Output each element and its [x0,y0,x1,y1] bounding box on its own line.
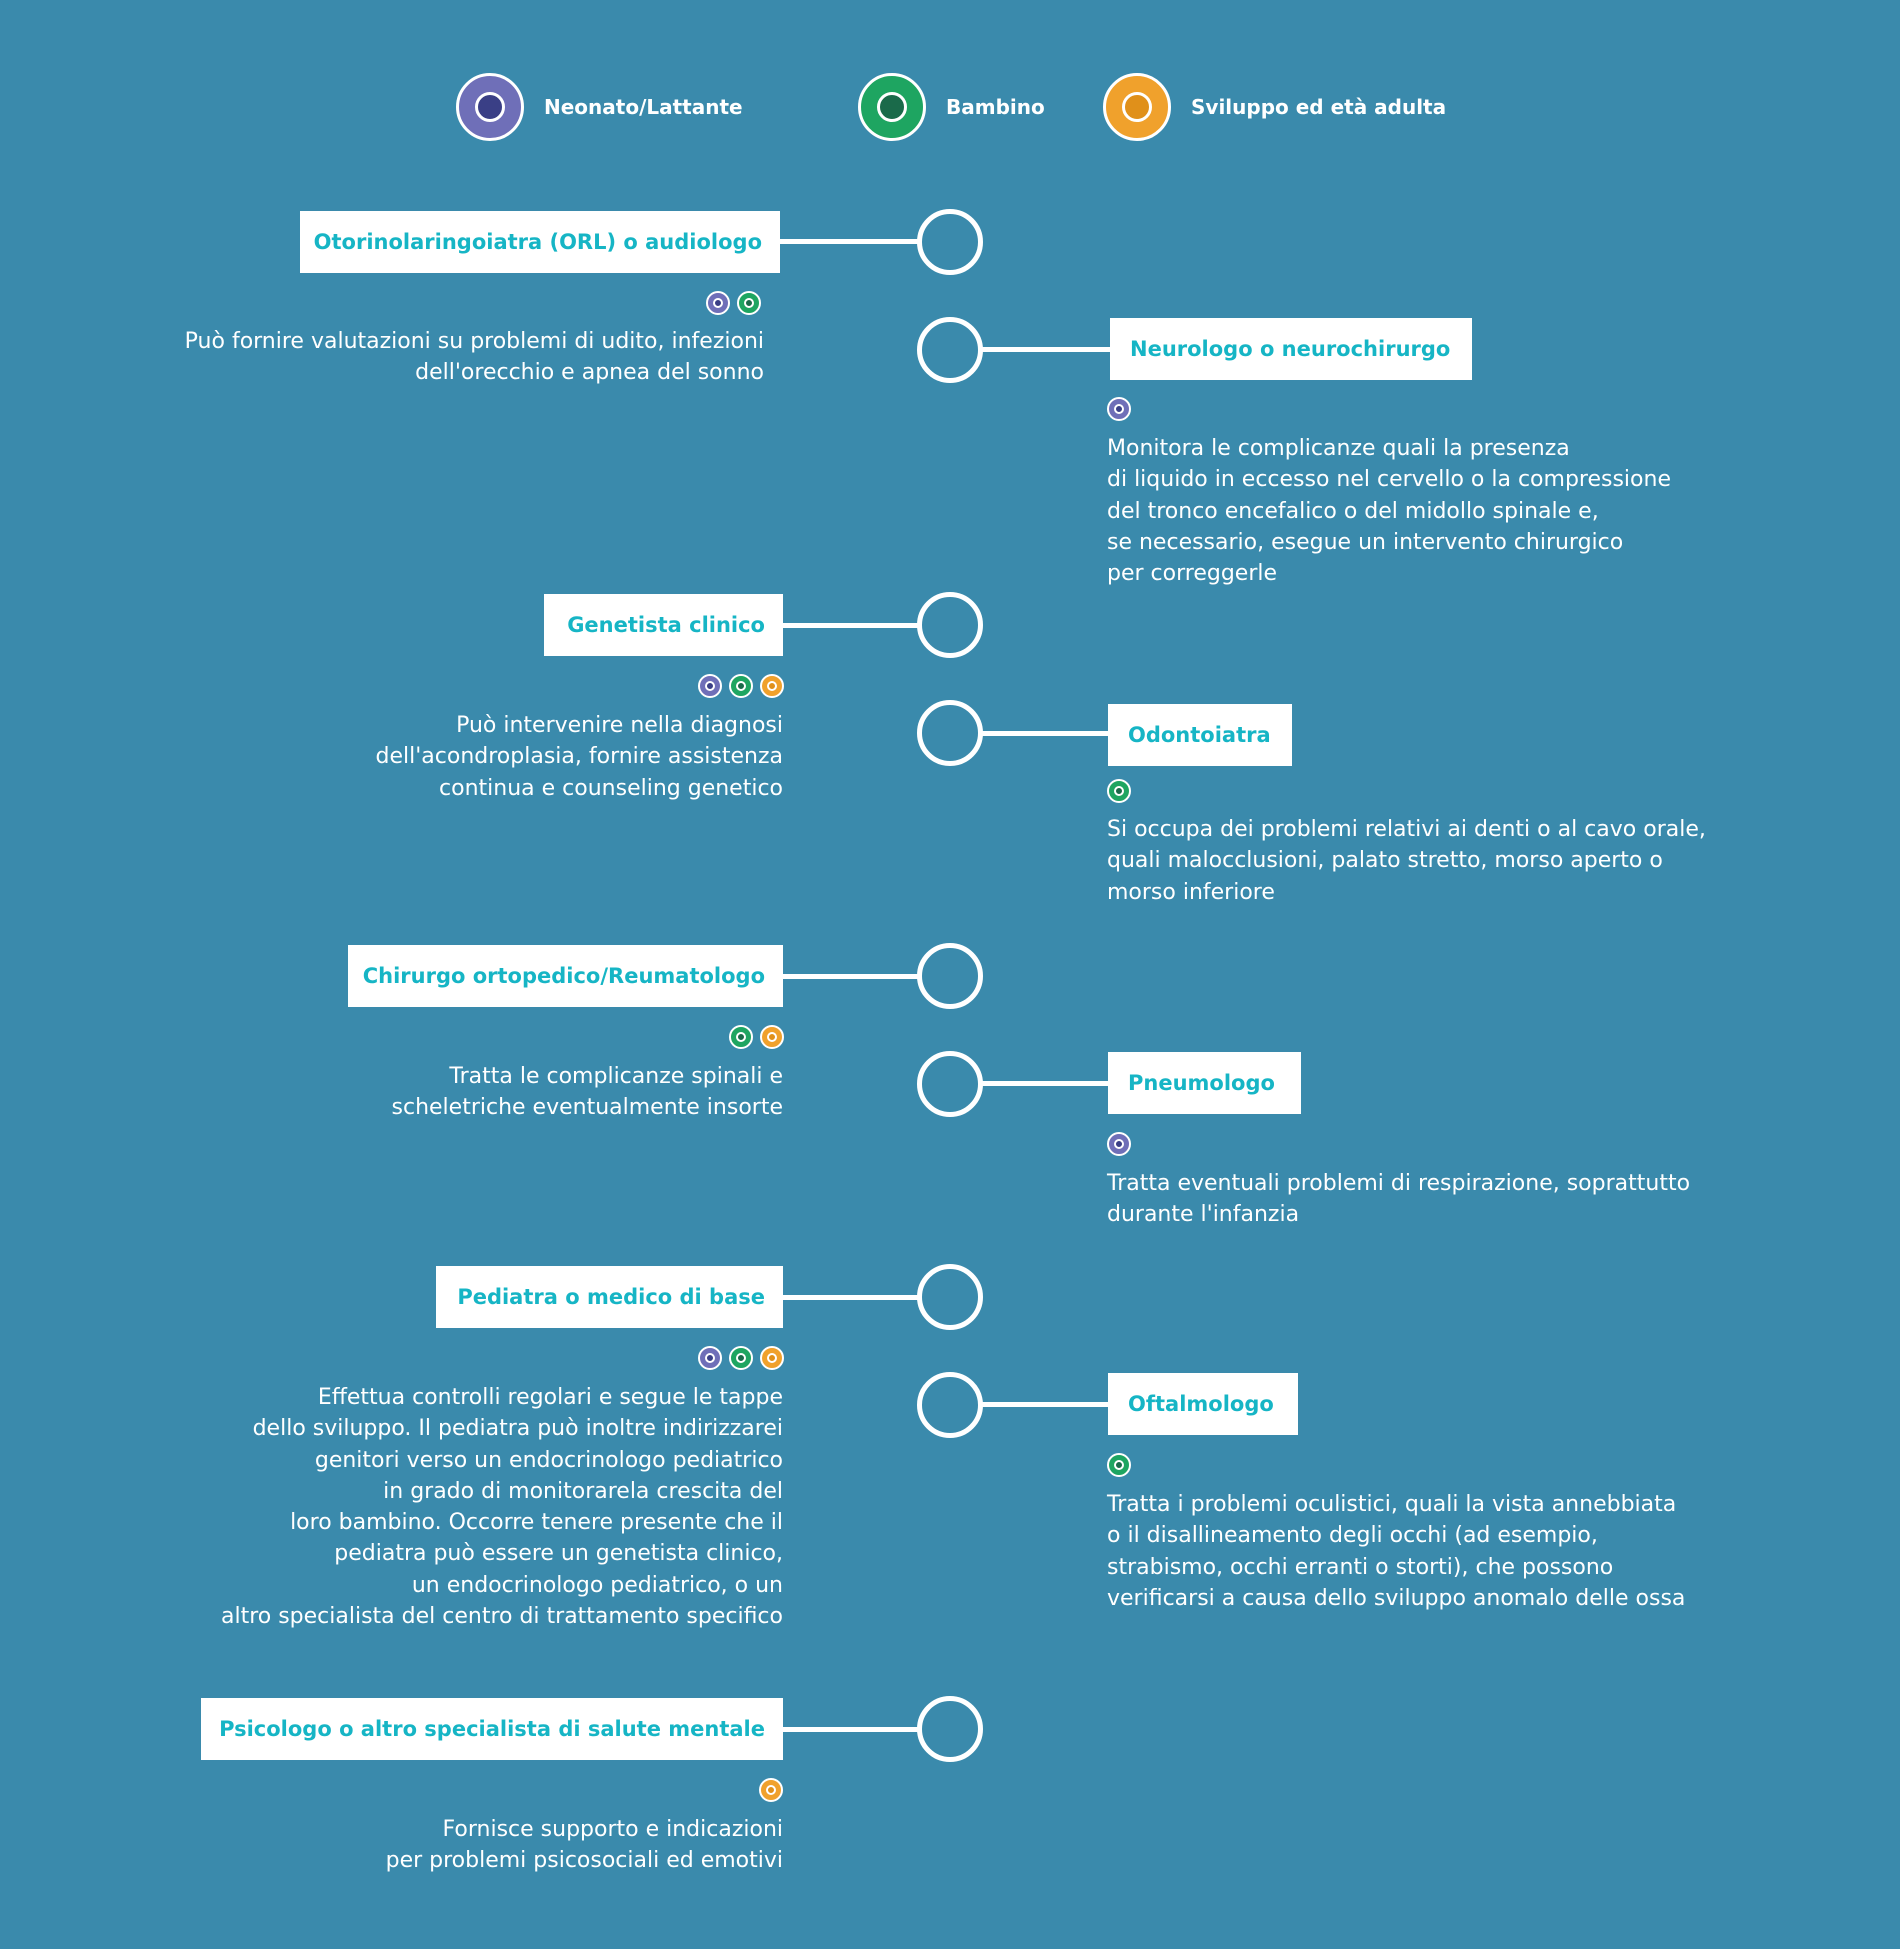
legend-item-neonato [456,72,743,142]
specialist-description: Tratta i problemi oculistici, quali la vista annebbiata o il disallineamento degli occhi (ad esempio, strabismo, occhi erranti o storti), che possono verificarsi a causa dello sviluppo anomalo delle ossa [1107,1492,1686,1611]
specialist-description: Fornisce supporto e indicazioni per problemi psicosociali ed emotivi [385,1817,783,1874]
bambino-dot-icon [1107,779,1131,803]
adulto-dot-icon [760,674,784,698]
specialist-description: Si occupa dei problemi relativi ai denti o al cavo orale, quali malocclusioni, palato stretto, morso aperto o morso inferiore [1107,817,1706,905]
timeline-node [917,1372,983,1438]
adulto-dot-icon [759,1778,783,1802]
bambino-dot-icon [737,291,761,315]
specialist-title: Oftalmologo [1108,1373,1298,1435]
timeline-node [917,317,983,383]
connector-line [980,1081,1108,1086]
age-group-dots [759,1778,783,1802]
neonato-dot-icon [698,674,722,698]
connector-line [980,347,1110,352]
legend-item-bambino [858,72,1045,142]
timeline-node [917,1051,983,1117]
connector-line [783,623,920,628]
specialist-description: Monitora le complicanze quali la presenza di liquido in eccesso nel cervello o la compressione del tronco encefalico o del midollo spinale e, se necessario, esegue un intervento chirurgico per correggerle [1107,436,1671,587]
bambino-dot-icon [1107,1453,1131,1477]
specialist-title: Psicologo o altro specialista di salute mentale [201,1698,783,1760]
timeline-node [917,1696,983,1762]
age-group-dots [1107,1453,1131,1477]
bambino-dot-icon [729,674,753,698]
neonato-dot-icon [1107,1132,1131,1156]
specialist-description: Effettua controlli regolari e segue le tappe dello sviluppo. Il pediatra può inoltre indirizzarei genitori verso un endocrinologo pediatrico in grado di monitorarela crescita del loro bambino. Occorre tenere presente che il pediatra può essere un genetista clinico, un endocrinologo pediatrico, o un altro specialista del centro di trattamento specifico [220,1385,783,1630]
connector-line [780,239,920,244]
adulto-dot-icon [760,1346,784,1370]
neonato-dot-icon [706,291,730,315]
legend-label-bambino: Bambino [946,95,1045,119]
timeline-node [917,592,983,658]
bambino-dot-icon [729,1025,753,1049]
bambino-circle-icon [858,73,926,141]
neonato-dot-icon [698,1346,722,1370]
timeline-node [917,1264,983,1330]
specialist-title: Pneumologo [1108,1052,1301,1114]
specialist-title: Chirurgo ortopedico/Reumatologo [348,945,783,1007]
connector-line [980,731,1108,736]
age-group-dots [1107,397,1131,421]
specialist-description: Può fornire valutazioni su problemi di udito, infezioni dell'orecchio e apnea del sonno [184,329,764,386]
age-group-dots [1107,779,1131,803]
timeline-node [917,209,983,275]
neonato-dot-icon [1107,397,1131,421]
specialist-description: Può intervenire nella diagnosi dell'acondroplasia, fornire assistenza continua e counseling genetico [375,713,783,801]
specialist-title: Odontoiatra [1108,704,1292,766]
age-group-dots [698,1346,784,1370]
connector-line [783,1295,920,1300]
adulto-circle-icon [1103,73,1171,141]
age-group-dots [1107,1132,1131,1156]
legend-label-adulto: Sviluppo ed età adulta [1191,95,1447,119]
timeline-node [917,700,983,766]
neonato-circle-icon [456,73,524,141]
specialist-title: Pediatra o medico di base [436,1266,783,1328]
specialist-title: Neurologo o neurochirurgo [1110,318,1472,380]
bambino-dot-icon [729,1346,753,1370]
specialist-title: Genetista clinico [544,594,783,656]
specialist-title: Otorinolaringoiatra (ORL) o audiologo [300,211,780,273]
age-group-dots [698,674,784,698]
adulto-dot-icon [760,1025,784,1049]
legend-item-adulto [1103,72,1446,142]
connector-line [783,974,920,979]
specialist-description: Tratta le complicanze spinali e scheletriche eventualmente insorte [391,1064,783,1121]
specialist-description: Tratta eventuali problemi di respirazione, soprattutto durante l'infanzia [1107,1171,1691,1228]
legend-label-neonato: Neonato/Lattante [544,95,743,119]
connector-line [980,1402,1108,1407]
age-group-dots [729,1025,784,1049]
connector-line [783,1727,920,1732]
timeline-node [917,943,983,1009]
age-group-dots [706,291,761,315]
